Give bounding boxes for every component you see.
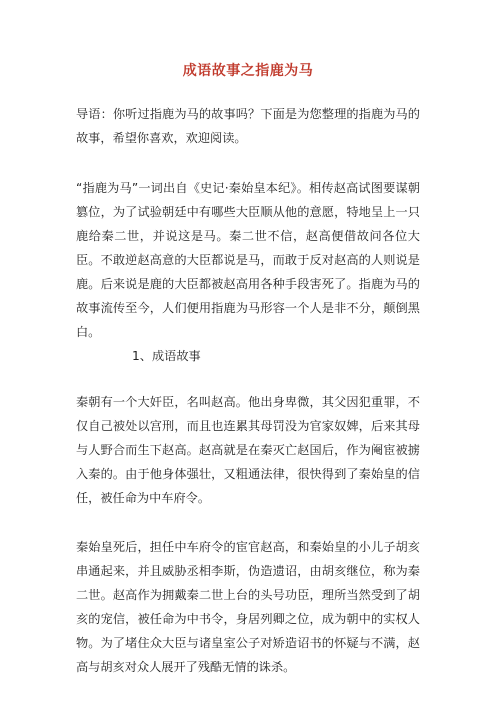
section-heading: 1、成语故事 [132, 349, 201, 363]
body-paragraph-2: 秦朝有一个大奸臣，名叫赵高。他出身卑微，其父因犯重罪，不仅自己被处以宫刑，而且也连累其母罚没为官家奴婢，后来其母与人野合而生下赵高。赵高就是在秦灭亡赵国后，作为阉宦被掳入秦的。由于他身体强壮，又粗通法律，很快得到了秦始皇的信任，被任命为中车府令。 [76, 395, 420, 505]
document-title: 成语故事之指鹿为马 [182, 63, 314, 79]
intro-paragraph: 导语：你听过指鹿为马的故事吗？下面是为您整理的指鹿为马的故事，希望你喜欢，欢迎阅读。 [76, 107, 420, 145]
body-paragraph-1: “指鹿为马”一词出自《史记·秦始皇本纪》。相传赵高试图要谋朝篡位，为了试验朝廷中有哪些大臣顺从他的意愿，特地呈上一只鹿给秦二世，并说这是马。秦二世不信，赵高便借故问各位大臣。不敢逆赵高意的大臣都说是马，而敢于反对赵高的人则说是鹿。后来说是鹿的大臣都被赵高用各种手段害死了。指鹿为马的故事流传至今，人们便用指鹿为马形容一个人是非不分，颠倒黑白。 [76, 181, 420, 339]
body-paragraph-3: 秦始皇死后，担任中车府令的宦官赵高，和秦始皇的小儿子胡亥串通起来，并且威胁丞相李斯，伪造遗诏，由胡亥继位，称为秦二世。赵高作为拥戴秦二世上台的头号功臣，理所当然受到了胡亥的宠信，被任命为中书令，身居列卿之位，成为朝中的实权人物。为了堵住众大臣与诸皇室公子对矫造诏书的怀疑与不满，赵高与胡亥对众人展开了残酷无情的诛杀。 [76, 540, 420, 674]
